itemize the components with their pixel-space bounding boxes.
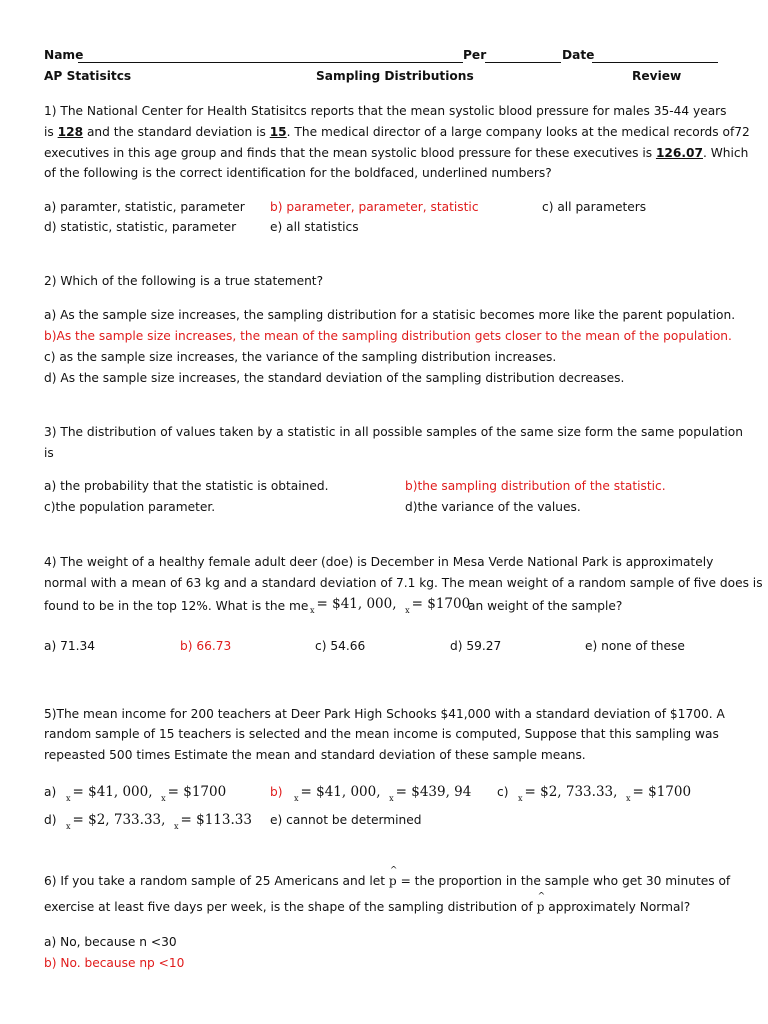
q5-option-b-formula: $_x$ = $41, 000, $_x$ = $439, 94 xyxy=(294,784,472,803)
q6-option-b-answer: b) No. because np <10 xyxy=(44,956,185,970)
date-label: Date xyxy=(562,48,595,62)
q4-stem-line1: 4) The weight of a healthy female adult deer (doe) is December in Mesa Verde National Park is approximately xyxy=(44,555,714,569)
per-blank[interactable] xyxy=(485,62,561,63)
q4-option-b-answer: b) 66.73 xyxy=(180,639,232,653)
q3-option-b-answer: b)the sampling distribution of the statistic. xyxy=(405,479,666,493)
p-hat-symbol: ^ p xyxy=(537,900,545,914)
q1-bold-128: 128 xyxy=(57,125,84,139)
p-hat-symbol: ^ p xyxy=(389,874,397,888)
q6-stem-line1: 6) If you take a random sample of 25 Americans and let ^ p = the proportion in the sample who get 30 minutes of xyxy=(44,874,730,888)
q6-stem-line2: exercise at least five days per week, is the shape of the sampling distribution of ^ p approximately Normal? xyxy=(44,900,690,914)
q4-stem-line3-end: an weight of the sample? xyxy=(468,599,623,613)
q3-option-d: d)the variance of the values. xyxy=(405,500,581,514)
q4-stem-line2: normal with a mean of 63 kg and a standard deviation of 7.1 kg. The mean weight of a random sample of five does is xyxy=(44,576,763,590)
q4-option-d: d) 59.27 xyxy=(450,639,502,653)
q1-option-d: d) statistic, statistic, parameter xyxy=(44,220,237,234)
q1-option-e: e) all statistics xyxy=(270,220,359,234)
topic-title: Sampling Distributions xyxy=(316,69,474,83)
q1-option-c: c) all parameters xyxy=(542,200,647,214)
name-blank[interactable] xyxy=(78,62,463,63)
q1-stem-line2: is 128 and the standard deviation is 15. The medical director of a large company looks at the medical records of72 xyxy=(44,125,750,139)
q5-option-a-formula: $_x$ = $41, 000, $_x$ = $1700 xyxy=(66,784,227,803)
q5-option-b-label-answer: b) xyxy=(270,785,283,799)
q3-option-a: a) the probability that the statistic is obtained. xyxy=(44,479,329,493)
q4-option-e: e) none of these xyxy=(585,639,685,653)
q6-option-a: a) No, because n <30 xyxy=(44,935,177,949)
q5-stem-line2: random sample of 15 teachers is selected and the mean income is computed, Suppose that this sampling was xyxy=(44,727,719,741)
q1-option-b-answer: b) parameter, parameter, statistic xyxy=(270,200,479,214)
q5-stem-line1: 5)The mean income for 200 teachers at Deer Park High Schooks $41,000 with a standard deviation of $1700. A xyxy=(44,707,725,721)
q2-option-b-answer: b)As the sample size increases, the mean of the sampling distribution gets closer to the mean of the population. xyxy=(44,329,732,343)
q5-option-a-label: a) xyxy=(44,785,57,799)
course-title: AP Statisitcs xyxy=(44,69,132,83)
date-blank[interactable] xyxy=(592,62,718,63)
q4-stem-line3-start: found to be in the top 12%. What is the me xyxy=(44,599,309,613)
q1-bold-126: 126.07 xyxy=(655,146,703,160)
q1-stem-line4: of the following is the correct identification for the boldfaced, underlined numbers? xyxy=(44,166,552,180)
q5-option-d-label: d) xyxy=(44,813,57,827)
name-label: Name xyxy=(44,48,84,62)
q2-option-c: c) as the sample size increases, the variance of the sampling distribution increases. xyxy=(44,350,557,364)
q3-stem-line2: is xyxy=(44,446,54,460)
per-label: Per xyxy=(463,48,487,62)
q5-stem-line3: repeasted 500 times Estimate the mean and standard deviation of these sample means. xyxy=(44,748,586,762)
q1-stem-line3: executives in this age group and finds that the mean systolic blood pressure for these executives is 126.07. Which xyxy=(44,146,749,160)
q5-option-c-label: c) xyxy=(497,785,509,799)
q4-option-c: c) 54.66 xyxy=(315,639,366,653)
q4-option-a: a) 71.34 xyxy=(44,639,95,653)
q1-bold-15: 15 xyxy=(269,125,287,139)
q2-stem: 2) Which of the following is a true statement? xyxy=(44,274,324,288)
q1-option-a: a) paramter, statistic, parameter xyxy=(44,200,245,214)
q1-stem-line1: 1) The National Center for Health Statisitcs reports that the mean systolic blood pressure for males 35-44 years xyxy=(44,104,727,118)
q2-option-d: d) As the sample size increases, the standard deviation of the sampling distribution decreases. xyxy=(44,371,625,385)
q4-inline-formula: $_x$ = $41, 000, $_x$ = $1700 xyxy=(310,596,471,615)
q3-option-c: c)the population parameter. xyxy=(44,500,216,514)
q5-option-e: e) cannot be determined xyxy=(270,813,422,827)
q2-option-a: a) As the sample size increases, the sampling distribution for a statisic becomes more like the parent population. xyxy=(44,308,736,322)
worksheet-type: Review xyxy=(632,69,682,83)
q5-option-c-formula: $_x$ = $2, 733.33, $_x$ = $1700 xyxy=(518,784,692,803)
q3-stem-line1: 3) The distribution of values taken by a statistic in all possible samples of the same size form the same population xyxy=(44,425,743,439)
q5-option-d-formula: $_x$ = $2, 733.33, $_x$ = $113.33 xyxy=(66,812,252,831)
